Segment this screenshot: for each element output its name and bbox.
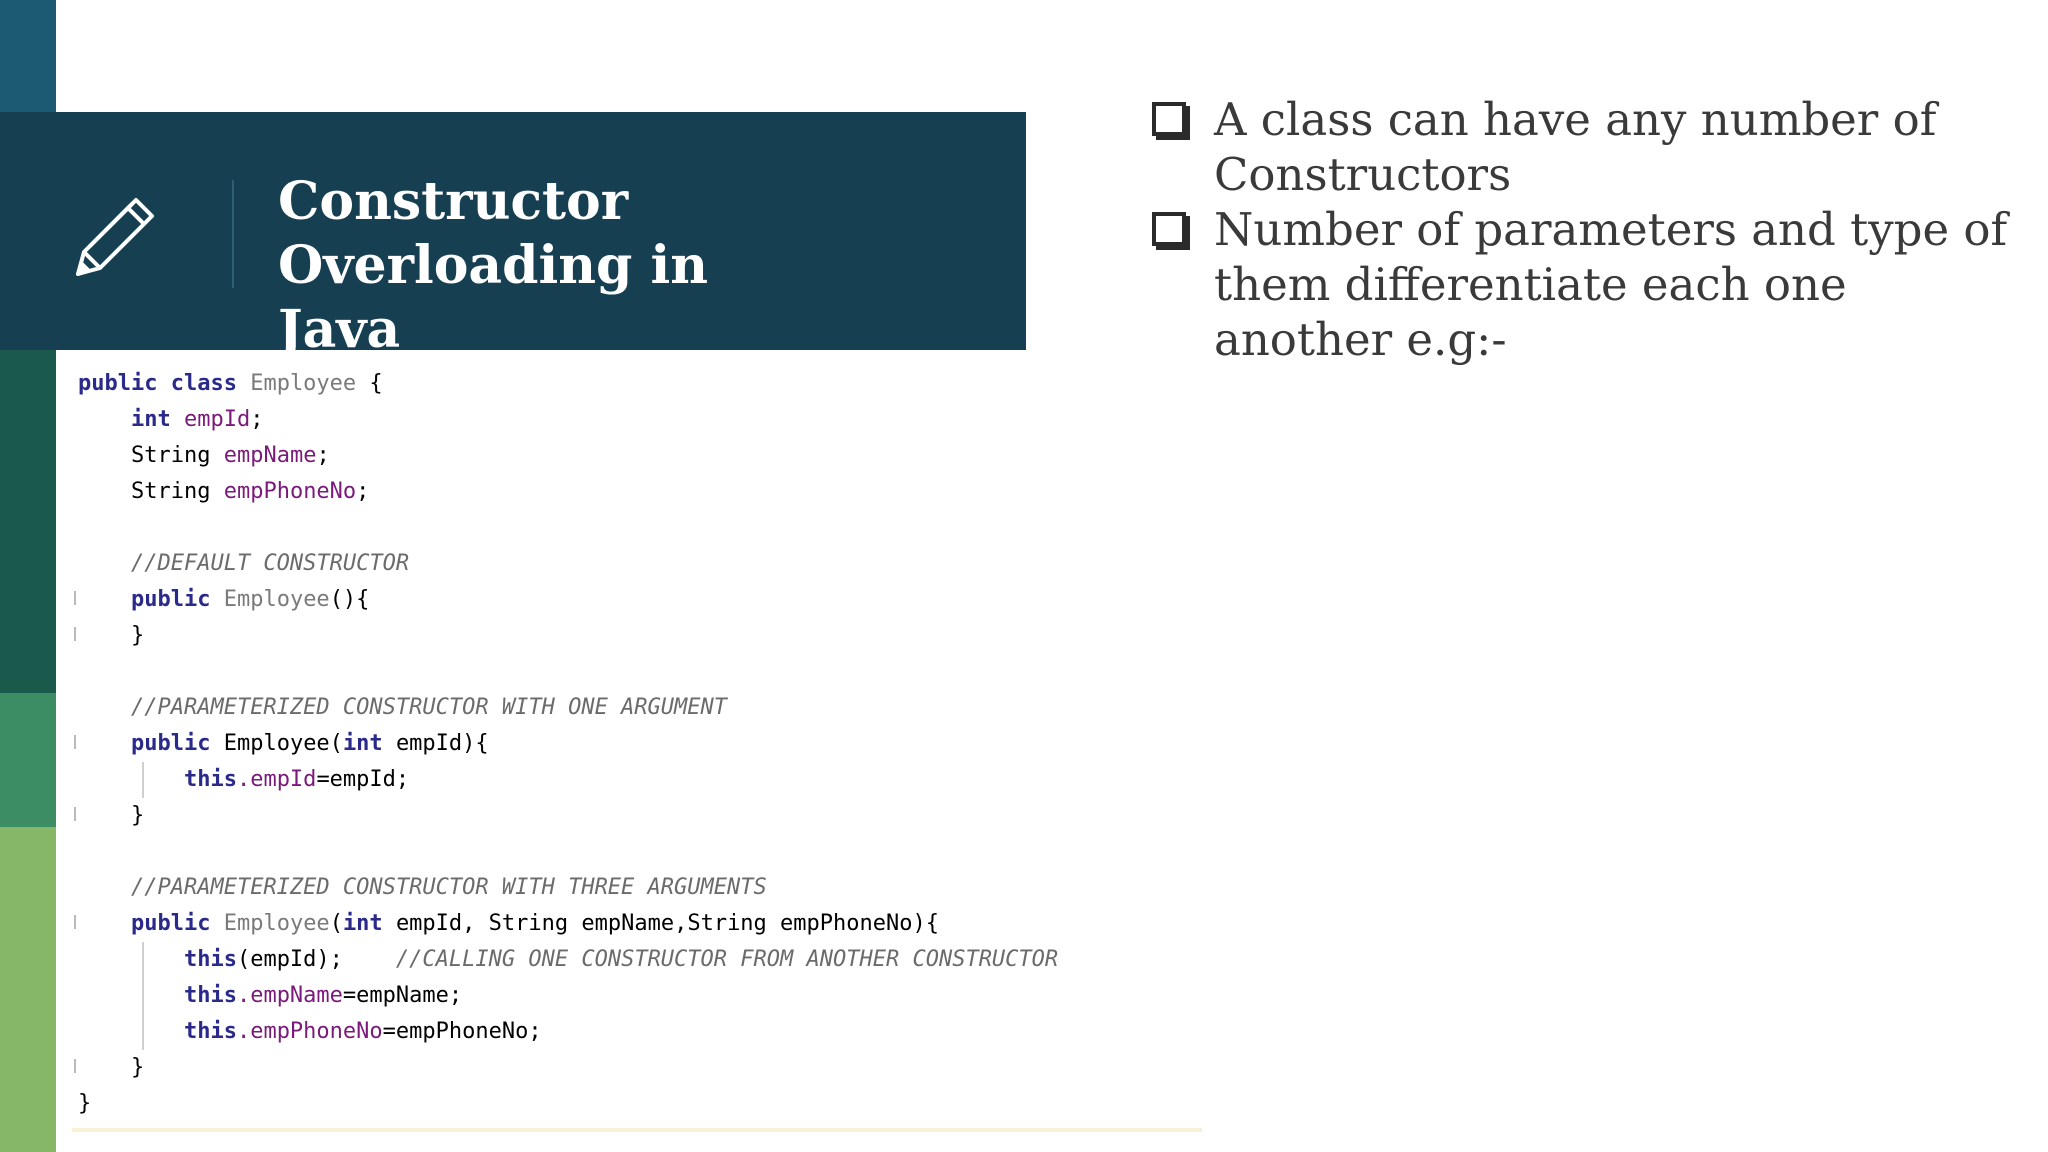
code-comment-three-args [78, 870, 767, 906]
gutter-marker [74, 735, 76, 749]
code-type: String [130, 479, 211, 504]
decor-stripe-dark-green [0, 350, 56, 693]
code-params: empId, String empName,String empPhoneNo){ [395, 911, 939, 936]
code-class-name: Employee [250, 371, 357, 396]
code-line-close-class [78, 1086, 91, 1122]
code-comment-one-arg [78, 690, 727, 726]
gutter-marker [74, 915, 76, 929]
code-comment-default [78, 546, 409, 582]
code-line-class-decl [78, 366, 383, 402]
gutter-marker [74, 627, 76, 641]
slide-title [278, 170, 998, 362]
code-method-name: Employee( [223, 731, 343, 756]
checkbox-bullet-icon [1152, 102, 1186, 136]
code-comment: //PARAMETERIZED CONSTRUCTOR WITH THREE ARGUMENTS [130, 875, 767, 900]
code-brace: } [130, 803, 145, 828]
slide-title-line-1: Constructor Overloading in [278, 171, 709, 296]
code-brace: } [130, 623, 145, 648]
code-line-field-phone: String empPhoneNo; [130, 479, 370, 504]
code-call-args: (empId); [236, 947, 343, 972]
code-brace: } [130, 1055, 145, 1080]
code-line-field-name: String empName; [130, 443, 330, 468]
decor-stripe-top [0, 0, 56, 112]
decor-stripe-green [0, 693, 56, 827]
code-field: empId [183, 407, 251, 432]
code-brace: { [369, 371, 383, 396]
code-line-this-call [78, 942, 1058, 978]
code-keyword: public [130, 731, 211, 756]
code-punct: (){ [329, 587, 370, 612]
code-keyword: int [130, 407, 171, 432]
code-field: empPhoneNo [223, 479, 357, 504]
code-line-assign-name [78, 978, 462, 1014]
bullet-item [1150, 202, 2030, 367]
bullet-text: A class can have any number of Constructors [1214, 93, 1937, 201]
gutter-marker [74, 807, 76, 821]
code-keyword: this [183, 983, 237, 1008]
slide-title-line-2: Java [278, 299, 401, 360]
code-snippet [72, 350, 1212, 1140]
decor-stripe-light-green [0, 827, 56, 1152]
code-type: String [130, 443, 211, 468]
code-field: .empName [236, 983, 343, 1008]
code-field: empName [223, 443, 317, 468]
code-keyword: int [342, 911, 383, 936]
code-param: empId){ [395, 731, 489, 756]
code-keyword: int [342, 731, 383, 756]
code-keyword: public [130, 587, 211, 612]
code-assign: =empName; [342, 983, 463, 1008]
bullet-list [1150, 92, 2030, 367]
code-bottom-border [72, 1128, 1202, 1132]
code-comment: //PARAMETERIZED CONSTRUCTOR WITH ONE ARGUMENT [130, 695, 728, 720]
checkbox-bullet-icon [1152, 212, 1186, 246]
code-line-default-ctor [78, 582, 369, 618]
code-field: .empId [236, 767, 317, 792]
code-line-three-arg-ctor [78, 906, 939, 942]
bullet-item [1150, 92, 2030, 202]
code-keyword: public class [78, 371, 237, 396]
code-keyword: this [183, 1019, 237, 1044]
code-brace: } [78, 1091, 92, 1116]
code-keyword: public [130, 911, 211, 936]
code-comment: //CALLING ONE CONSTRUCTOR FROM ANOTHER CONSTRUCTOR [395, 947, 1059, 972]
code-line-field-id: int empId; [130, 407, 264, 432]
code-method-name: Employee [223, 587, 330, 612]
gutter-marker [74, 1059, 76, 1073]
code-assign: =empPhoneNo; [382, 1019, 542, 1044]
code-punct: ( [329, 911, 343, 936]
code-keyword: this [183, 767, 237, 792]
code-line-one-arg-ctor [78, 726, 489, 762]
code-comment: //DEFAULT CONSTRUCTOR [130, 551, 410, 576]
code-assign: =empId; [316, 767, 410, 792]
code-keyword: this [183, 947, 237, 972]
code-line-close-2 [78, 798, 144, 834]
code-method-name: Employee [223, 911, 330, 936]
code-line-close-1 [78, 618, 144, 654]
gutter-marker [74, 591, 76, 605]
code-line-assign-phone [78, 1014, 542, 1050]
code-field: .empPhoneNo [236, 1019, 383, 1044]
bullet-text: Number of parameters and type of them differentiate each one another e.g:- [1214, 203, 2008, 366]
code-line-close-3 [78, 1050, 144, 1086]
pencil-icon [70, 190, 162, 282]
code-line-assign-id [78, 762, 409, 798]
title-divider [232, 180, 234, 288]
